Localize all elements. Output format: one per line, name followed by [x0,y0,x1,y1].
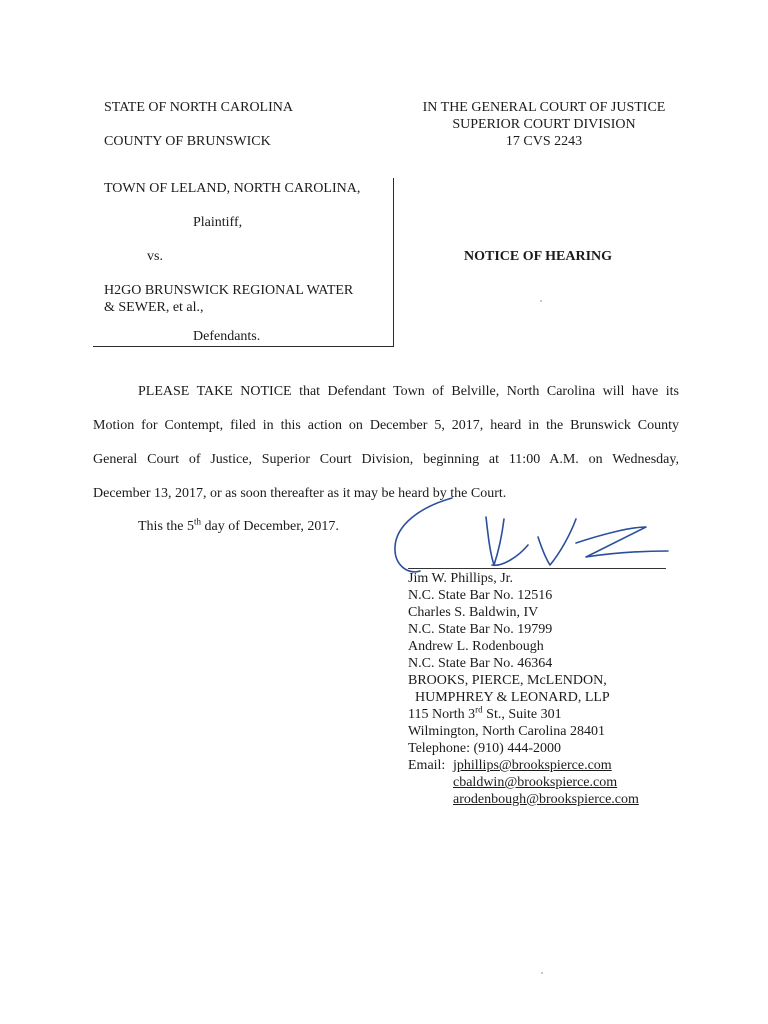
plaintiff-role: Plaintiff, [193,215,243,230]
case-caption-box [93,178,394,347]
signature-line [408,568,666,569]
state-label: STATE OF NORTH CAROLINA [104,100,293,115]
email-link-phillips[interactable]: jphillips@brookspierce.com [453,758,612,773]
firm-address-line1 [408,706,562,723]
attorney-3-bar: N.C. State Bar No. 46364 [408,656,553,671]
attorney-2-bar: N.C. State Bar No. 19799 [408,622,553,637]
scan-speck [540,300,542,302]
case-number: 17 CVS 2243 [505,134,583,149]
dated-prefix: This the 5 [138,519,194,534]
firm-address-line2: Wilmington, North Carolina 28401 [408,724,605,739]
address-prefix: 115 North 3 [408,707,476,722]
plaintiff-name: TOWN OF LELAND, NORTH CAROLINA, [104,181,361,196]
county-label: COUNTY OF BRUNSWICK [104,134,271,149]
body-line-1: PLEASE TAKE NOTICE that Defendant Town of Belville, North Carolina will have its [138,384,679,399]
email-label: Email: [408,758,446,773]
dated-line [138,518,339,535]
email-link-rodenbough[interactable]: arodenbough@brookspierce.com [453,792,639,807]
body-line-3: General Court of Justice, Superior Court Division, beginning at 11:00 A.M. on Wednesday, [93,452,679,467]
address-ordinal: rd [475,704,483,715]
scan-speck [541,972,543,974]
defendant-name-line2: & SEWER, et al., [104,300,204,315]
email-link-baldwin[interactable]: cbaldwin@brookspierce.com [453,775,618,790]
firm-name-line2: HUMPHREY & LEONARD, LLP [415,690,610,705]
dated-rest: day of December, 2017. [201,519,339,534]
firm-name-line1: BROOKS, PIERCE, McLENDON, [408,673,607,688]
defendant-role: Defendants. [193,329,261,344]
body-line-4: December 13, 2017, or as soon thereafter as it may be heard by the Court. [93,486,507,501]
court-division: SUPERIOR COURT DIVISION [452,117,636,132]
document-title: NOTICE OF HEARING [464,249,613,264]
body-line-2: Motion for Contempt, filed in this action on December 5, 2017, heard in the Brunswick County [93,418,679,433]
attorney-1-name: Jim W. Phillips, Jr. [408,571,514,586]
versus-label: vs. [147,249,163,264]
dated-ordinal: th [194,516,202,527]
attorney-2-name: Charles S. Baldwin, IV [408,605,539,620]
attorney-1-bar: N.C. State Bar No. 12516 [408,588,553,603]
firm-telephone: Telephone: (910) 444-2000 [408,741,561,756]
attorney-3-name: Andrew L. Rodenbough [408,639,544,654]
defendant-name-line1: H2GO BRUNSWICK REGIONAL WATER [104,283,354,298]
address-rest: St., Suite 301 [482,707,562,722]
court-name: IN THE GENERAL COURT OF JUSTICE [422,100,666,115]
